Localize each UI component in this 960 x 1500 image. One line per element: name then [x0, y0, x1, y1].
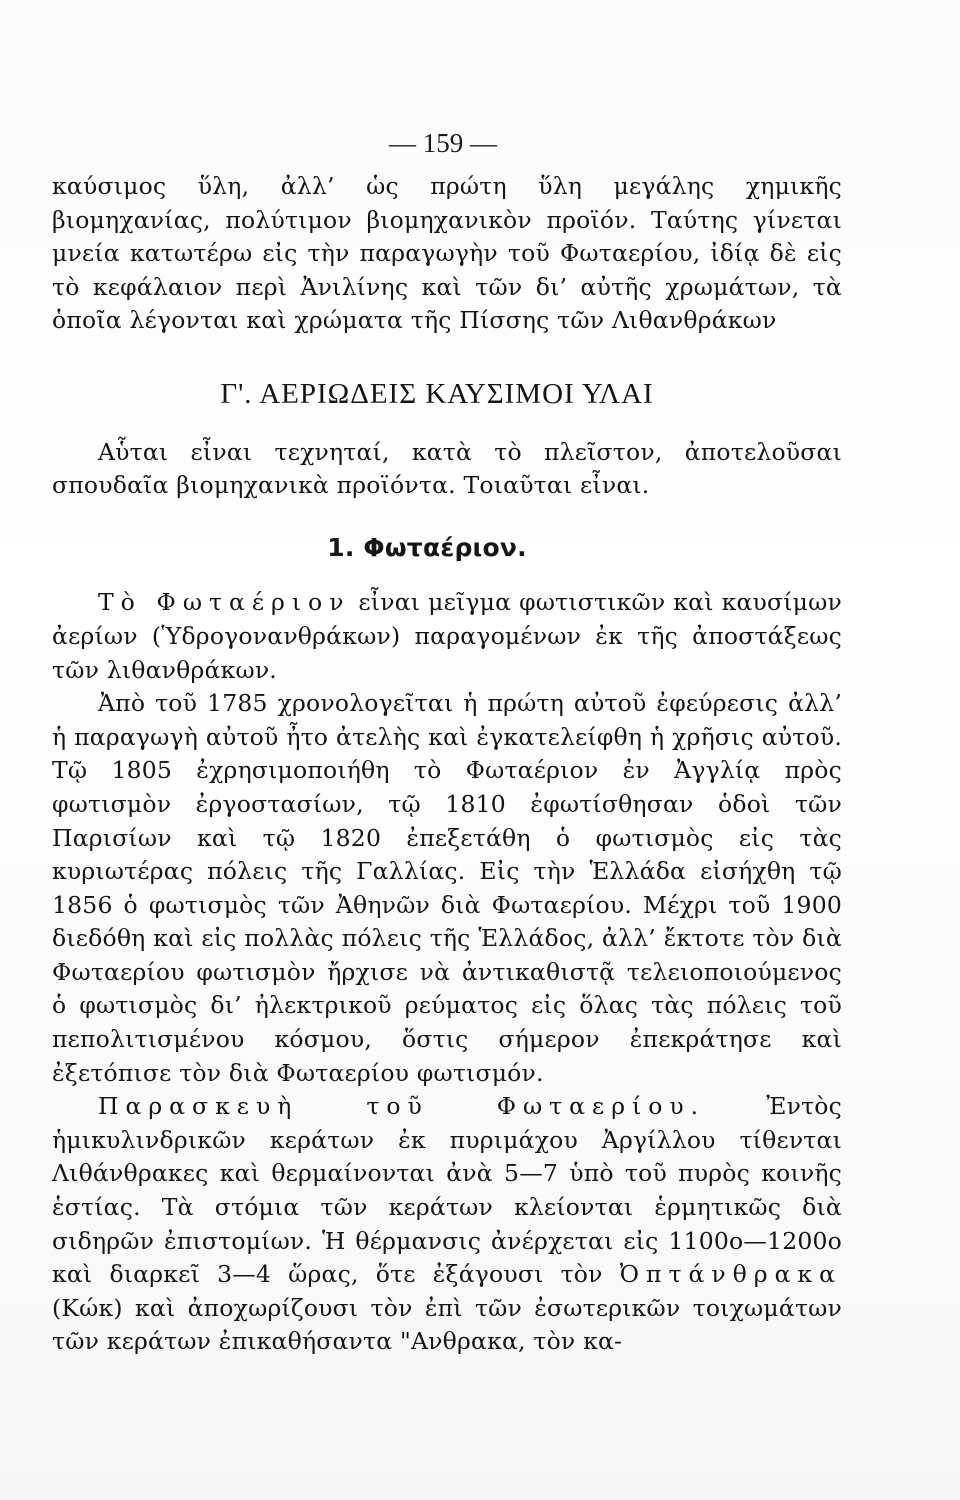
spaced-term: Παρασκευὴ τοῦ Φωταερίου.	[98, 1092, 706, 1121]
history-paragraph: Ἀπὸ τοῦ 1785 χρονολογεῖται ἡ πρώτη αὐτοῦ ἐφεύρεσις ἀλλ’ ἡ παραγωγὴ αὐτοῦ ἦτο ἀτελὴς καὶ ἐγκατελείφθη ἡ χρῆσις αὐτοῦ. Τῷ 1805 ἐχρησιμοποιήθη τὸ Φωταέριον ἐν Ἀγγλίᾳ πρὸς φωτισμὸν ἐργοστασίων, τῷ 1810 ἐφωτίσθησαν ὁδοὶ τῶν Παρισίων καὶ τῷ 1820 ἐπεξετάθη ὁ φωτισμὸς εἰς τὰς κυριωτέρας πόλεις τῆς Γαλλίας. Εἰς τὴν Ἑλλάδα εἰσήχθη τῷ 1856 ὁ φωτισμὸς τῶν Ἀθηνῶν διὰ Φωταερίου. Μέχρι τοῦ 1900 διεδόθη καὶ εἰς πολλὰς πόλεις τῆς Ἑλλάδος, ἀλλ’ ἔκτοτε τὸν διὰ Φωταερίου φωτισμὸν ἤρχισε νὰ ἀντικαθιστᾷ τελειοποιούμενος ὁ φωτισμὸς δι’ ἠλεκτρικοῦ ρεύματος εἰς ὅλας τὰς πόλεις τοῦ πεπολιτισμένου κόσμου, ὅστις σήμερον ἐπεκράτησε καὶ ἐξετόπισε τὸν διὰ Φωταερίου φωτισμόν.	[52, 689, 842, 1087]
definition-paragraph	[52, 586, 842, 687]
preparation-text: Ἐντὸς ἡμικυλινδρικῶν κεράτων ἐκ πυριμάχου Ἀργίλλου τίθενται Λιθάνθρακες καὶ θερμαίνονται ἀνὰ 5—7 ὑπὸ τοῦ πυρὸς κοινῆς ἑστίας. Τὰ στόμια τῶν κεράτων κλείονται ἑρμητικῶς διὰ σιδηρῶν ἐπιστομίων. Ἡ θέρμανσις ἀνέρχεται εἰς 1100ο—1200ο καὶ διαρκεῖ 3—4 ὥρας, ὅτε ἐξάγουσι τὸν	[52, 1092, 842, 1289]
preparation-text-continued: (Κώκ) καὶ ἀποχωρίζουσι τὸν ἐπὶ τῶν ἐσωτερικῶν τοιχωμάτων τῶν κεράτων ἐπικαθήσαντα "Ανθρακα, τὸν κα-	[52, 1293, 842, 1356]
page-body	[52, 120, 842, 1359]
definition-text: εἶναι μεῖγμα φωτιστικῶν καὶ καυσίμων ἀερίων (Ὑδρογονανθράκων) παραγομένων ἐκ τῆς ἀποστάξεως τῶν λιθανθράκων.	[52, 588, 842, 684]
section-heading: Γ'. ΑΕΡΙΩΔΕΙΣ ΚΑΥΣΙΜΟΙ ΥΛΑΙ	[220, 377, 654, 410]
subsection-heading: 1. Φωταέριον.	[327, 532, 527, 562]
section-intro-paragraph: Αὗται εἶναι τεχνηταί, κατὰ τὸ πλεῖστον, ἀποτελοῦσαι σπουδαῖα βιομηχανικὰ προϊόντα. Τοιαῦται εἶναι.	[52, 437, 842, 500]
spaced-term: Ὀπτάνθρακα	[619, 1260, 842, 1289]
spaced-term: Τὸ Φωταέριον	[98, 588, 351, 617]
preparation-paragraph	[52, 1090, 842, 1359]
page-number: — 159 —	[389, 128, 497, 158]
continued-paragraph: καύσιμος ὕλη, ἀλλ’ ὡς πρώτη ὕλη μεγάλης χημικῆς βιομηχανίας, πολύτιμον βιομηχανικὸν προϊόν. Ταύτης γίνεται μνεία κατωτέρω εἰς τὴν παραγωγὴν τοῦ Φωταερίου, ἰδίᾳ δὲ εἰς τὸ κεφάλαιον περὶ Ἀνιλίνης καὶ τῶν δι’ αὐτῆς χρωμάτων, τὰ ὁποῖα λέγονται καὶ χρώματα τῆς Πίσσης τῶν Λιθανθράκων	[52, 172, 842, 335]
